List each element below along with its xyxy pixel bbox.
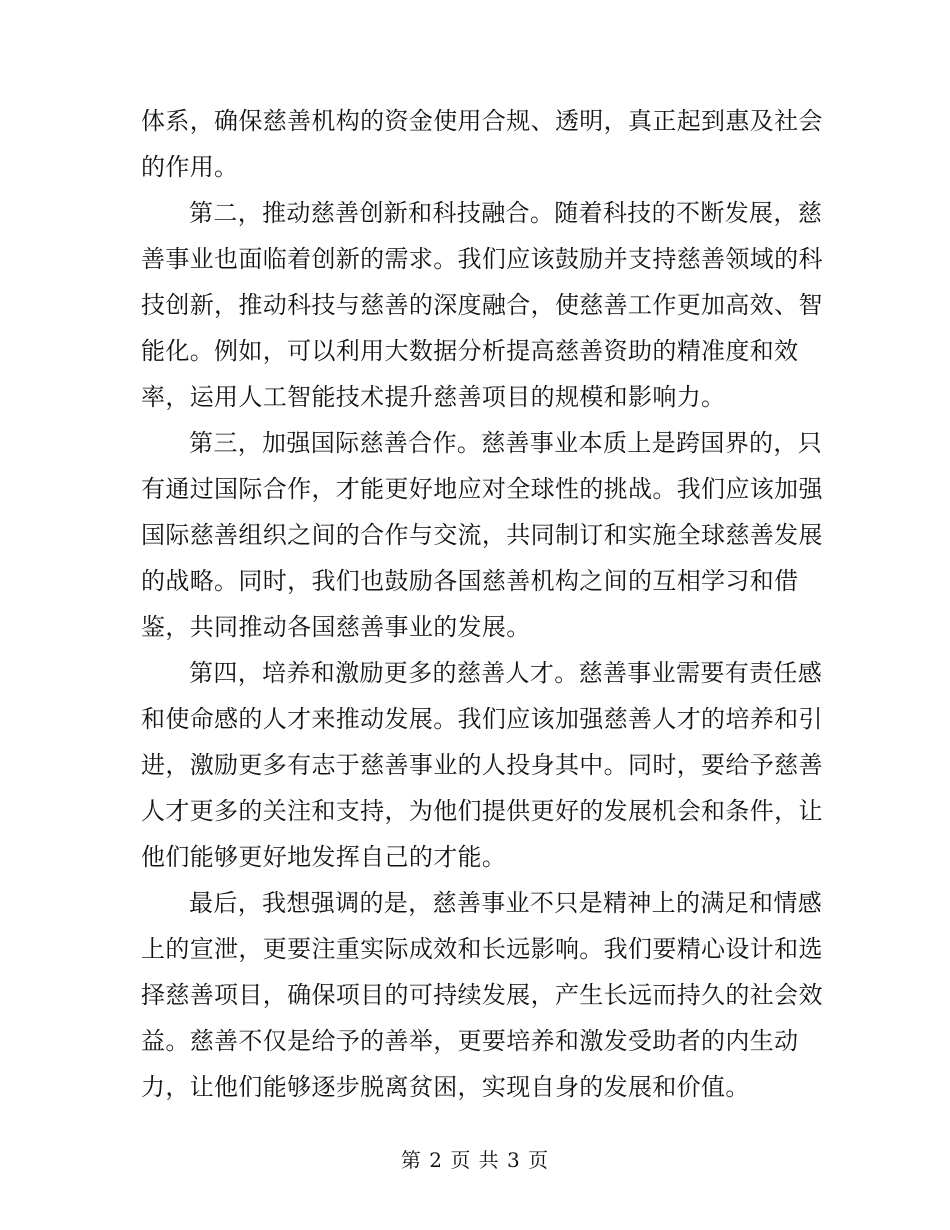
text-line: 第二，推动慈善创新和科技融合。随着科技的不断发展，慈 [189, 199, 823, 227]
page-number-footer: 第 2 页 共 3 页 [400, 1148, 550, 1172]
text-line: 技创新，推动科技与慈善的深度融合，使慈善工作更加高效、智 [141, 291, 823, 319]
paragraph [141, 98, 823, 190]
text-line: 择慈善项目，确保项目的可持续发展，产生长远而持久的社会效 [141, 981, 823, 1009]
text-line: 和使命感的人才来推动发展。我们应该加强慈善人才的培养和引 [141, 705, 823, 733]
text-line: 第四，培养和激励更多的慈善人才。慈善事业需要有责任感 [189, 659, 823, 687]
text-line: 上的宣泄，更要注重实际成效和长远影响。我们要精心设计和选 [141, 935, 823, 963]
text-line: 鉴，共同推动各国慈善事业的发展。 [141, 613, 531, 641]
text-line: 最后，我想强调的是，慈善事业不只是精神上的满足和情感 [189, 889, 823, 917]
text-line: 的作用。 [141, 153, 239, 181]
paragraph [141, 190, 823, 420]
text-line: 进，激励更多有志于慈善事业的人投身其中。同时，要给予慈善 [141, 751, 823, 779]
text-line: 力，让他们能够逐步脱离贫困，实现自身的发展和价值。 [141, 1073, 750, 1101]
document-body [141, 98, 823, 1110]
text-line: 益。慈善不仅是给予的善举，更要培养和激发受助者的内生动 [141, 1027, 799, 1055]
text-line: 体系，确保慈善机构的资金使用合规、透明，真正起到惠及社会 [141, 107, 823, 135]
text-line: 的战略。同时，我们也鼓励各国慈善机构之间的互相学习和借 [141, 567, 799, 595]
text-line: 第三，加强国际慈善合作。慈善事业本质上是跨国界的，只 [189, 429, 823, 457]
text-line: 人才更多的关注和支持，为他们提供更好的发展机会和条件，让 [141, 797, 823, 825]
paragraph [141, 420, 823, 650]
text-line: 率，运用人工智能技术提升慈善项目的规模和影响力。 [141, 383, 726, 411]
paragraph [141, 650, 823, 880]
text-line: 能化。例如，可以利用大数据分析提高慈善资助的精准度和效 [141, 337, 799, 365]
text-line: 有通过国际合作，才能更好地应对全球性的挑战。我们应该加强 [141, 475, 823, 503]
text-line: 国际慈善组织之间的合作与交流，共同制订和实施全球慈善发展 [141, 521, 823, 549]
paragraph [141, 880, 823, 1110]
text-line: 他们能够更好地发挥自己的才能。 [141, 843, 507, 871]
text-line: 善事业也面临着创新的需求。我们应该鼓励并支持慈善领域的科 [141, 245, 823, 273]
